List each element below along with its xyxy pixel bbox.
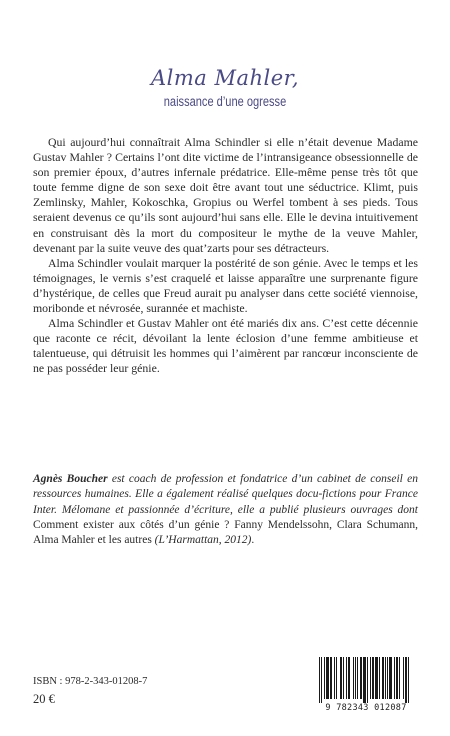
- barcode-bar: [367, 657, 368, 703]
- barcode-bar: [360, 657, 362, 699]
- barcode-bar: [355, 657, 356, 699]
- previous-book-title: Comment exister aux côtés d’un génie ? Fanny Mendelssohn, Clara Schumann, Alma Mahler et les autres: [33, 518, 418, 547]
- barcode-bar: [403, 657, 404, 699]
- author-bio-paragraph: [33, 472, 418, 548]
- barcode-bar: [385, 657, 386, 699]
- barcode-bar: [375, 657, 378, 699]
- book-subtitle: naissance d’une ogresse: [163, 94, 287, 109]
- barcode-bars-icon: [313, 655, 419, 703]
- barcode-bar: [336, 657, 337, 699]
- barcode-bar: [363, 657, 366, 703]
- barcode-number: 9 782343 012087: [325, 703, 407, 713]
- blurb-paragraph-1: Qui aujourd’hui connaîtrait Alma Schindler si elle n’était devenue Madame Gustav Mahler ? Certains l’ont dite victime de l’intransigeance obsessionnelle de son premier époux, d’autres infernale prédatrice. Elle-même pense très tôt que toute femme digne de son sexe doit être avant tout une séductrice. Klimt, puis Zemlinsky, Mahler, Kokoschka, Gropius ou Werfel tombent à ses pieds. Tous seraient devenus ce qu’ils sont aujourd’hui sans elle. Elle le devina intuitivement en construisant dès la mort du compositeur le mythe de la veuve Mahler, devenant par la suite veuve des quat’zarts pour ses détracteurs.: [33, 135, 418, 255]
- barcode-bar: [346, 657, 347, 699]
- barcode-bar: [330, 657, 332, 699]
- blurb: [33, 135, 418, 377]
- author-bio-text: est coach de profession et fondatrice d’un cabinet de conseil en ressources humaines. Elle a également réalisé quelques docu-fictions pour France Inter. Mélomane et passionnée d’écriture, elle a publié plusieurs ouvrages dont: [33, 473, 418, 516]
- isbn: ISBN : 978-2-343-01208-7: [33, 676, 148, 687]
- barcode-bar: [408, 657, 409, 703]
- barcode-bar: [353, 657, 354, 699]
- barcode-bar: [379, 657, 380, 699]
- book-title: Alma Mahler,: [150, 66, 300, 90]
- bio-end-punctuation: .: [251, 534, 255, 547]
- barcode-bar: [326, 657, 329, 699]
- barcode-bar: [382, 657, 384, 699]
- barcode-bar: [319, 657, 320, 703]
- barcode-bar: [399, 657, 400, 699]
- barcode-bar: [405, 657, 407, 703]
- barcode-bar: [334, 657, 335, 699]
- barcode-bar: [396, 657, 398, 699]
- barcode-bar: [324, 657, 325, 699]
- barcode-bar: [340, 657, 342, 699]
- author-name: Agnès Boucher: [33, 473, 108, 485]
- barcode-bar: [343, 657, 344, 699]
- barcode-bar: [348, 657, 350, 699]
- barcode: [313, 655, 419, 715]
- barcode-bar: [370, 657, 371, 699]
- barcode-bar: [321, 657, 322, 703]
- barcode-bar: [387, 657, 388, 699]
- barcode-bar: [357, 657, 358, 699]
- price: 20 €: [33, 692, 55, 706]
- blurb-paragraph-2: Alma Schindler voulait marquer la postérité de son génie. Avec le temps et les témoignages, le vernis s’est craquelé et laisse apparaître une surprenante figure d’hystérique, de celles que Freud aurait pu analyser dans cette société viennoise, moribonde et névrosée, surannée et machiste.: [33, 255, 418, 316]
- barcode-bar: [394, 657, 395, 699]
- barcode-bar: [372, 657, 374, 699]
- author-bio: [33, 472, 418, 548]
- barcode-bar: [389, 657, 392, 699]
- blurb-paragraph-3: Alma Schindler et Gustav Mahler ont été mariés dix ans. C’est cette décennie que raconte ce récit, dévoilant la lente éclosion d’une femme ambitieuse et talentueuse, qui détruisit les hommes qui l’aimèrent par rancœur inconsciente de ne pas posséder leur génie.: [33, 316, 418, 376]
- previous-book-publisher: (L’Harmattan, 2012): [154, 534, 252, 547]
